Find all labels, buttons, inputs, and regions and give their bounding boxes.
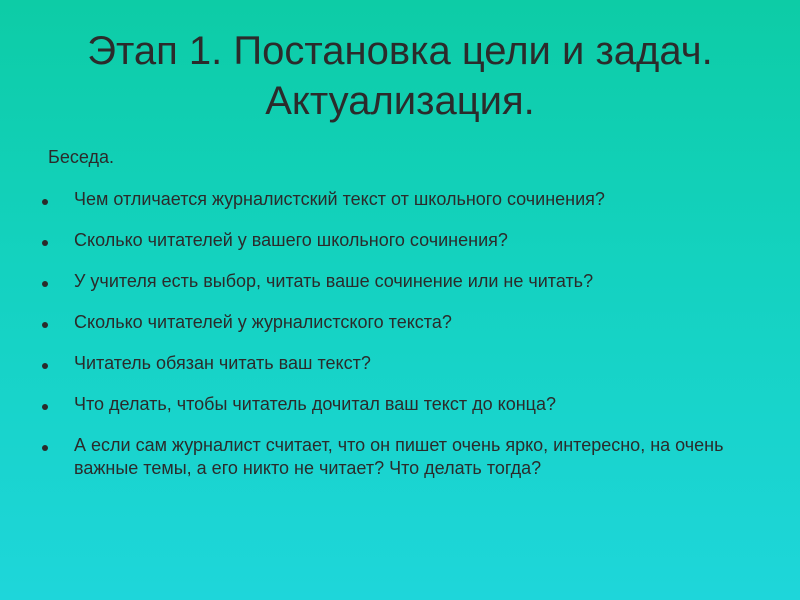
bullet-dot-icon [42, 281, 48, 287]
bullet-item [38, 270, 778, 293]
bullet-text: А если сам журналист считает, что он пишет очень ярко, интересно, на очень важные темы, а его никто не читает? Что делать тогда? [74, 435, 724, 478]
bullet-text: У учителя есть выбор, читать ваше сочинение или не читать? [74, 271, 594, 291]
bullet-text: Читатель обязан читать ваш текст? [74, 353, 371, 373]
bullet-item [38, 188, 778, 211]
slide-title-line-2: Актуализация. [265, 79, 535, 123]
bullet-text: Чем отличается журналистский текст от школьного сочинения? [74, 189, 605, 209]
bullet-text: Сколько читателей у вашего школьного сочинения? [74, 230, 508, 250]
slide-title-line-1: Этап 1. Постановка цели и задач. [87, 29, 713, 73]
bullet-text: Сколько читателей у журналистского текста? [74, 312, 452, 332]
bullet-dot-icon [42, 322, 48, 328]
bullet-dot-icon [42, 199, 48, 205]
bullet-dot-icon [42, 363, 48, 369]
bullet-item [38, 434, 778, 480]
bullet-item [38, 311, 778, 334]
intro-text: Беседа. [48, 147, 114, 167]
bullet-item [38, 229, 778, 252]
bullet-dot-icon [42, 240, 48, 246]
bullet-dot-icon [42, 404, 48, 410]
bullet-list [38, 188, 778, 498]
bullet-item [38, 352, 778, 375]
bullet-dot-icon [42, 445, 48, 451]
bullet-text: Что делать, чтобы читатель дочитал ваш текст до конца? [74, 394, 556, 414]
bullet-item [38, 393, 778, 416]
slide-title [0, 26, 800, 126]
